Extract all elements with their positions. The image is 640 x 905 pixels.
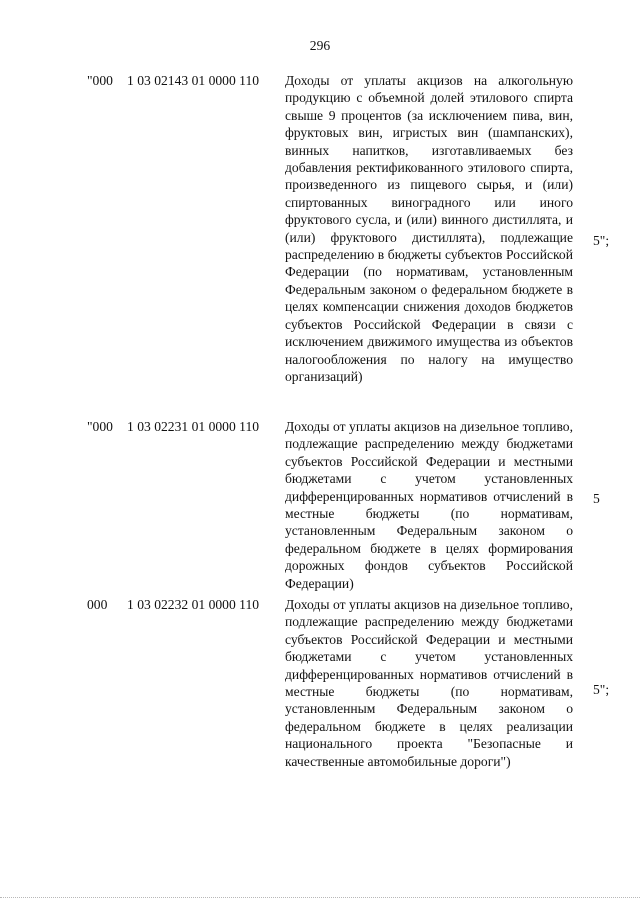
table-row [0, 596, 640, 786]
allocation-norm: 5 [593, 491, 600, 506]
revenue-description: Доходы от уплаты акцизов на алкогольную продукцию с объемной долей этилового спирта свыше 9 процентов (за исключением пива, вин, фруктовых вин, игристых вин (шампанских), винных напитков, изготавливаемых без добавления ректификованного этилового спирта, произведенного из пищевого сырья, и (или) спиртованных виноградного или иного фруктового сусла, и (или) винного дистиллята, и (или) фруктового дистиллята), подлежащие распределению в бюджеты субъектов Российской Федерации (по нормативам, установленным Федеральным законом о федеральном бюджете в целях компенсации снижения доходов бюджетов субъектов Российской Федерации в связи с исключением движимого имущества из объектов налогообложения по налогу на имущество организаций) [285, 73, 573, 384]
scan-edge-line [0, 897, 640, 899]
revenue-description: Доходы от уплаты акцизов на дизельное топливо, подлежащие распределению между бюджетами субъектов Российской Федерации и местными бюджетами с учетом установленных дифференцированных нормативов отчислений в местные бюджеты (по нормативам, установленным Федеральным законом о федеральном бюджете в целях реализации национального проекта "Безопасные и качественные автомобильные дороги") [285, 597, 573, 769]
admin-code: "000 [87, 73, 113, 88]
allocation-norm: 5"; [593, 682, 610, 697]
page-number: 296 [309, 38, 331, 53]
budget-classification-code: 1 03 02231 01 0000 110 [127, 419, 260, 434]
allocation-norm: 5"; [593, 233, 610, 248]
budget-classification-code: 1 03 02143 01 0000 110 [127, 73, 260, 88]
admin-code: 000 [87, 597, 108, 612]
revenue-description: Доходы от уплаты акцизов на дизельное топливо, подлежащие распределению между бюджетами субъектов Российской Федерации и местными бюджетами с учетом установленных дифференцированных нормативов отчислений в местные бюджеты (по нормативам, установленным Федеральным законом о федеральном бюджете в целях формирования дорожных фондов субъектов Российской Федерации) [285, 419, 573, 591]
table-row [0, 418, 640, 591]
admin-code: "000 [87, 419, 113, 434]
table-row [0, 72, 640, 412]
budget-classification-code: 1 03 02232 01 0000 110 [127, 597, 260, 612]
